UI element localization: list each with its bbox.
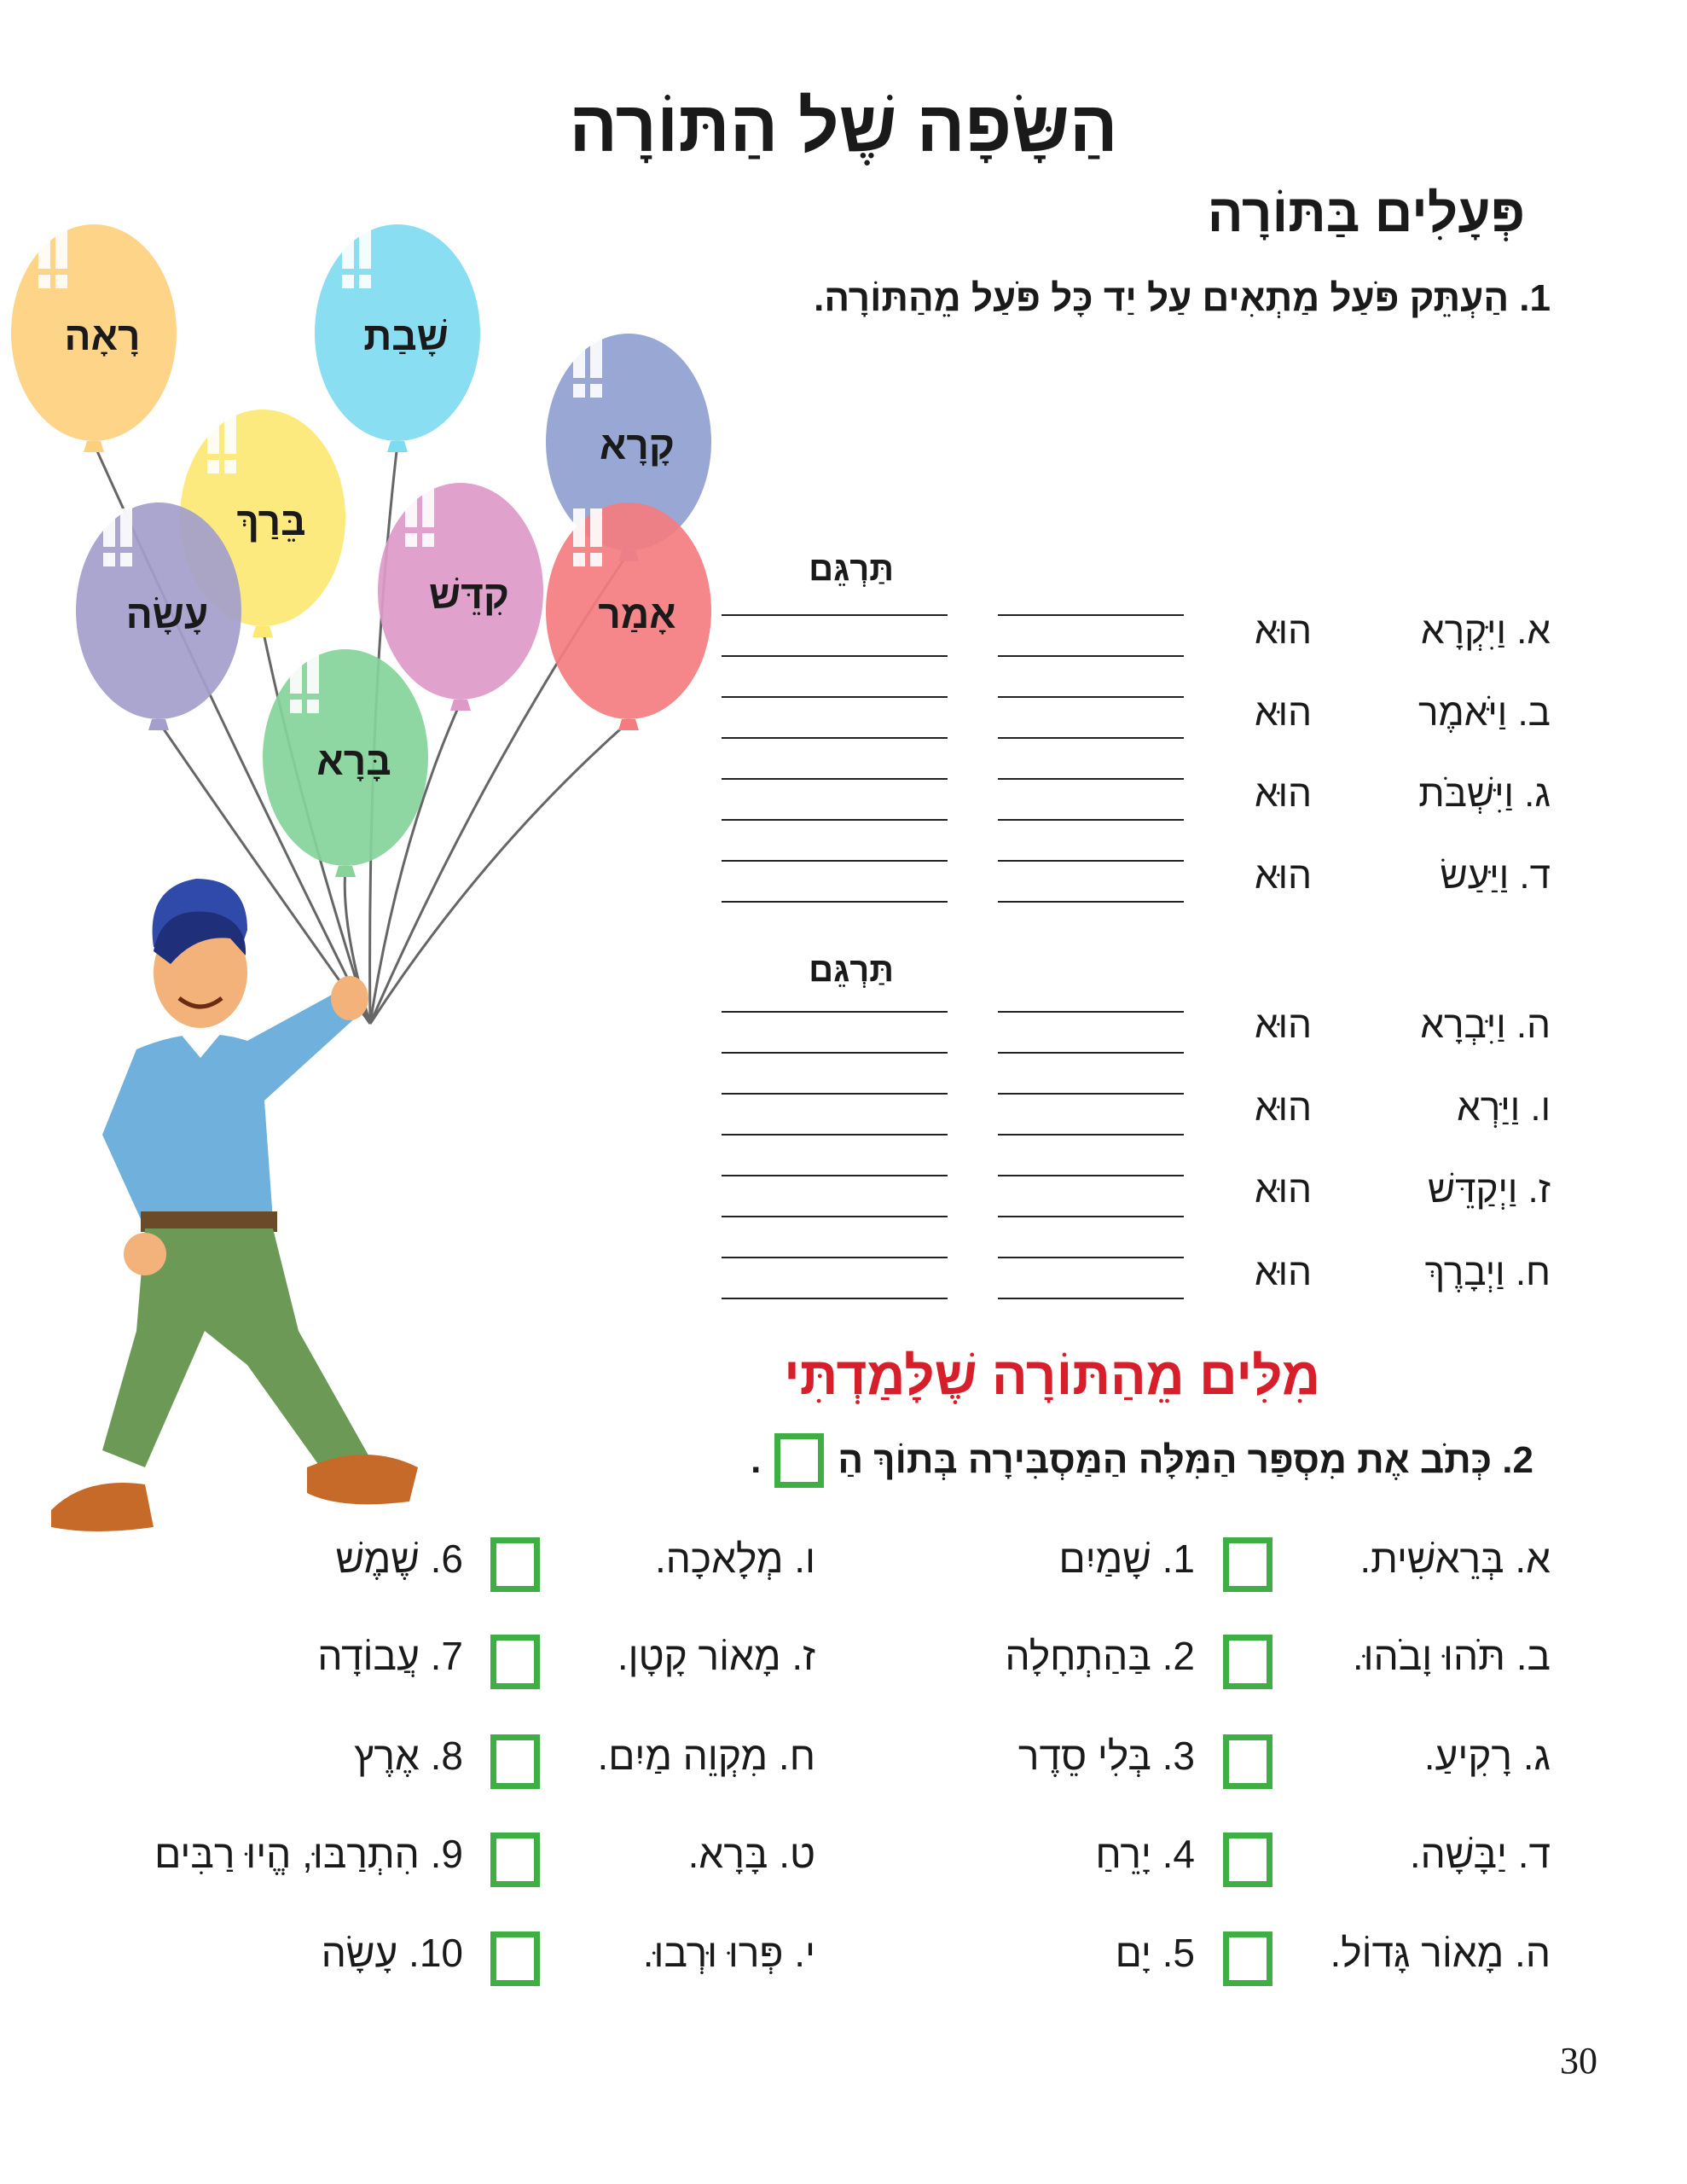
pronoun-label: הוּא <box>1255 1169 1312 1211</box>
definition-item: 6. שֶׁמֶשׁ <box>335 1536 463 1581</box>
verb-item: ב. וַיֹּאמֶר <box>1418 692 1551 734</box>
answer-line-translation[interactable] <box>722 1298 948 1299</box>
term-item: ה. מָאוֹר גָּדוֹל. <box>1330 1931 1551 1975</box>
balloon-word: שָׁבַת <box>363 314 449 358</box>
answer-checkbox[interactable] <box>490 1734 540 1789</box>
balloon-word: קָרָא <box>600 423 675 468</box>
verb-item: א. וַיִּקְרָא <box>1420 610 1551 652</box>
balloon-word: בֵּרַךְ <box>236 499 306 543</box>
answer-line-verb[interactable] <box>998 1134 1184 1136</box>
balloon <box>11 224 177 452</box>
definition-item: 5. יָם <box>1115 1931 1195 1975</box>
term-item: ז. מָאוֹר קָטָן. <box>617 1634 815 1678</box>
answer-line-translation[interactable] <box>722 737 948 739</box>
pronoun-label: הוּא <box>1255 1087 1312 1129</box>
term-item: ב. תֹּהוּ וָבֹהוּ. <box>1352 1634 1551 1678</box>
answer-line-translation[interactable] <box>722 1011 948 1013</box>
term-item: ט. בָּרָא. <box>687 1832 815 1876</box>
answer-checkbox[interactable] <box>490 1635 540 1689</box>
pronoun-label: הוּא <box>1255 692 1312 734</box>
boy-figure <box>51 879 418 1531</box>
answer-checkbox[interactable] <box>1223 1931 1272 1986</box>
pronoun-label: הוּא <box>1255 773 1312 815</box>
answer-line-verb[interactable] <box>998 1257 1184 1258</box>
answer-line-translation[interactable] <box>722 1134 948 1136</box>
answer-line-verb[interactable] <box>998 655 1184 657</box>
answer-line-verb[interactable] <box>998 901 1184 903</box>
answer-line-translation[interactable] <box>722 1257 948 1258</box>
answer-line-verb[interactable] <box>998 1298 1184 1299</box>
term-item: י. פְּרוּ וּרְבוּ. <box>642 1931 815 1975</box>
definition-item: 1. שָׁמַיִם <box>1058 1536 1195 1581</box>
pronoun-label: הוּא <box>1255 1004 1312 1046</box>
instruction-2 <box>751 1433 1533 1488</box>
balloon <box>315 224 480 452</box>
instruction-2-text: 2. כְּתֹב אֶת מִסְפַּר הַמִּלָּה הַמַּסְבִּירָה בְּתוֹךְ הַ <box>838 1439 1533 1481</box>
answer-checkbox[interactable] <box>490 1931 540 1986</box>
definition-item: 2. בַּהַתְחָלָה <box>1005 1634 1195 1678</box>
answer-line-verb[interactable] <box>998 1175 1184 1176</box>
answer-line-translation[interactable] <box>722 1216 948 1217</box>
answer-line-verb[interactable] <box>998 1216 1184 1217</box>
answer-checkbox[interactable] <box>1223 1537 1272 1592</box>
instruction-1: 1. הַעְתֵּק פֹּעַל מַתְאִים עַל יַד כָּל פֹּעַל מֵהַתּוֹרָה. <box>814 277 1551 319</box>
answer-line-translation[interactable] <box>722 819 948 821</box>
term-item: א. בְּרֵאשִׁית. <box>1359 1536 1551 1581</box>
answer-line-translation[interactable] <box>722 1093 948 1095</box>
verb-item: ד. וַיַּעַשׂ <box>1440 855 1551 897</box>
balloon <box>546 502 711 730</box>
page-number: 30 <box>1560 2040 1597 2082</box>
answer-line-verb[interactable] <box>998 1011 1184 1013</box>
boy-illustration <box>51 853 426 1553</box>
verb-item: ה. וַיִּבְרָא <box>1420 1004 1551 1046</box>
balloon <box>76 502 241 730</box>
answer-line-verb[interactable] <box>998 614 1184 616</box>
section-heading-words: מִלִּים מֵהַתּוֹרָה שֶׁלָּמַדְתִּי <box>784 1347 1320 1406</box>
page-title: הַשָּׂפָה שֶׁל הַתּוֹרָה <box>569 86 1118 166</box>
verb-item: ח. וַיְבָרֶךְ <box>1424 1252 1551 1293</box>
balloon <box>263 649 428 877</box>
answer-checkbox[interactable] <box>1223 1635 1272 1689</box>
translate-label-2: תַּרְגֵּם <box>809 951 894 989</box>
answer-line-translation[interactable] <box>722 901 948 903</box>
balloon-word: עָשָׂה <box>125 592 209 636</box>
pronoun-label: הוּא <box>1255 610 1312 652</box>
definition-item: 7. עֲבוֹדָה <box>317 1634 463 1678</box>
balloon <box>378 483 543 711</box>
instruction-2-end: . <box>751 1439 762 1481</box>
answer-line-translation[interactable] <box>722 778 948 780</box>
answer-line-verb[interactable] <box>998 778 1184 780</box>
answer-line-translation[interactable] <box>722 696 948 698</box>
definition-item: 9. הִתְרַבּוּ, הֱיוּ רַבִּים <box>154 1832 463 1876</box>
answer-line-translation[interactable] <box>722 655 948 657</box>
definition-item: 10. עָשָׂה <box>321 1931 463 1975</box>
answer-checkbox[interactable] <box>490 1833 540 1887</box>
balloon-word: קִדֵּשׁ <box>429 572 509 617</box>
answer-line-verb[interactable] <box>998 1093 1184 1095</box>
balloon-word: בָּרָא <box>316 739 391 783</box>
answer-line-translation[interactable] <box>722 1175 948 1176</box>
balloon-word: רָאָה <box>64 314 141 358</box>
verb-item: ו. וַיַּרְא <box>1457 1087 1551 1129</box>
answer-line-verb[interactable] <box>998 737 1184 739</box>
answer-checkbox[interactable] <box>490 1537 540 1592</box>
term-item: ד. יַבָּשָׁה. <box>1409 1832 1551 1876</box>
definition-item: 3. בְּלִי סֵדֶר <box>1017 1734 1195 1778</box>
answer-line-translation[interactable] <box>722 614 948 616</box>
answer-line-translation[interactable] <box>722 860 948 862</box>
balloon-word: אָמַר <box>598 592 676 636</box>
term-item: ח. מִקְוֵה מַיִם. <box>597 1734 815 1778</box>
answer-line-verb[interactable] <box>998 1052 1184 1054</box>
term-item: ג. רָקִיעַ. <box>1423 1734 1551 1778</box>
verb-item: ג. וַיִּשְׁבֹּת <box>1418 773 1551 815</box>
checkbox-sample-icon <box>774 1433 824 1488</box>
pronoun-label: הוּא <box>1255 855 1312 897</box>
pronoun-label: הוּא <box>1255 1252 1312 1293</box>
answer-line-verb[interactable] <box>998 860 1184 862</box>
answer-line-translation[interactable] <box>722 1052 948 1054</box>
translate-label-1: תַּרְגֵּם <box>809 550 894 588</box>
verb-item: ז. וַיְקַדֵּשׁ <box>1428 1169 1551 1211</box>
answer-checkbox[interactable] <box>1223 1833 1272 1887</box>
section-heading-verbs: פְּעָלִים בַּתּוֹרָה <box>1207 184 1525 243</box>
term-item: ו. מְלָאכָה. <box>655 1536 815 1581</box>
answer-line-verb[interactable] <box>998 696 1184 698</box>
answer-checkbox[interactable] <box>1223 1734 1272 1789</box>
definition-item: 4. יָרֵחַ <box>1095 1832 1195 1876</box>
definition-item: 8. אֶרֶץ <box>354 1734 463 1778</box>
answer-line-verb[interactable] <box>998 819 1184 821</box>
